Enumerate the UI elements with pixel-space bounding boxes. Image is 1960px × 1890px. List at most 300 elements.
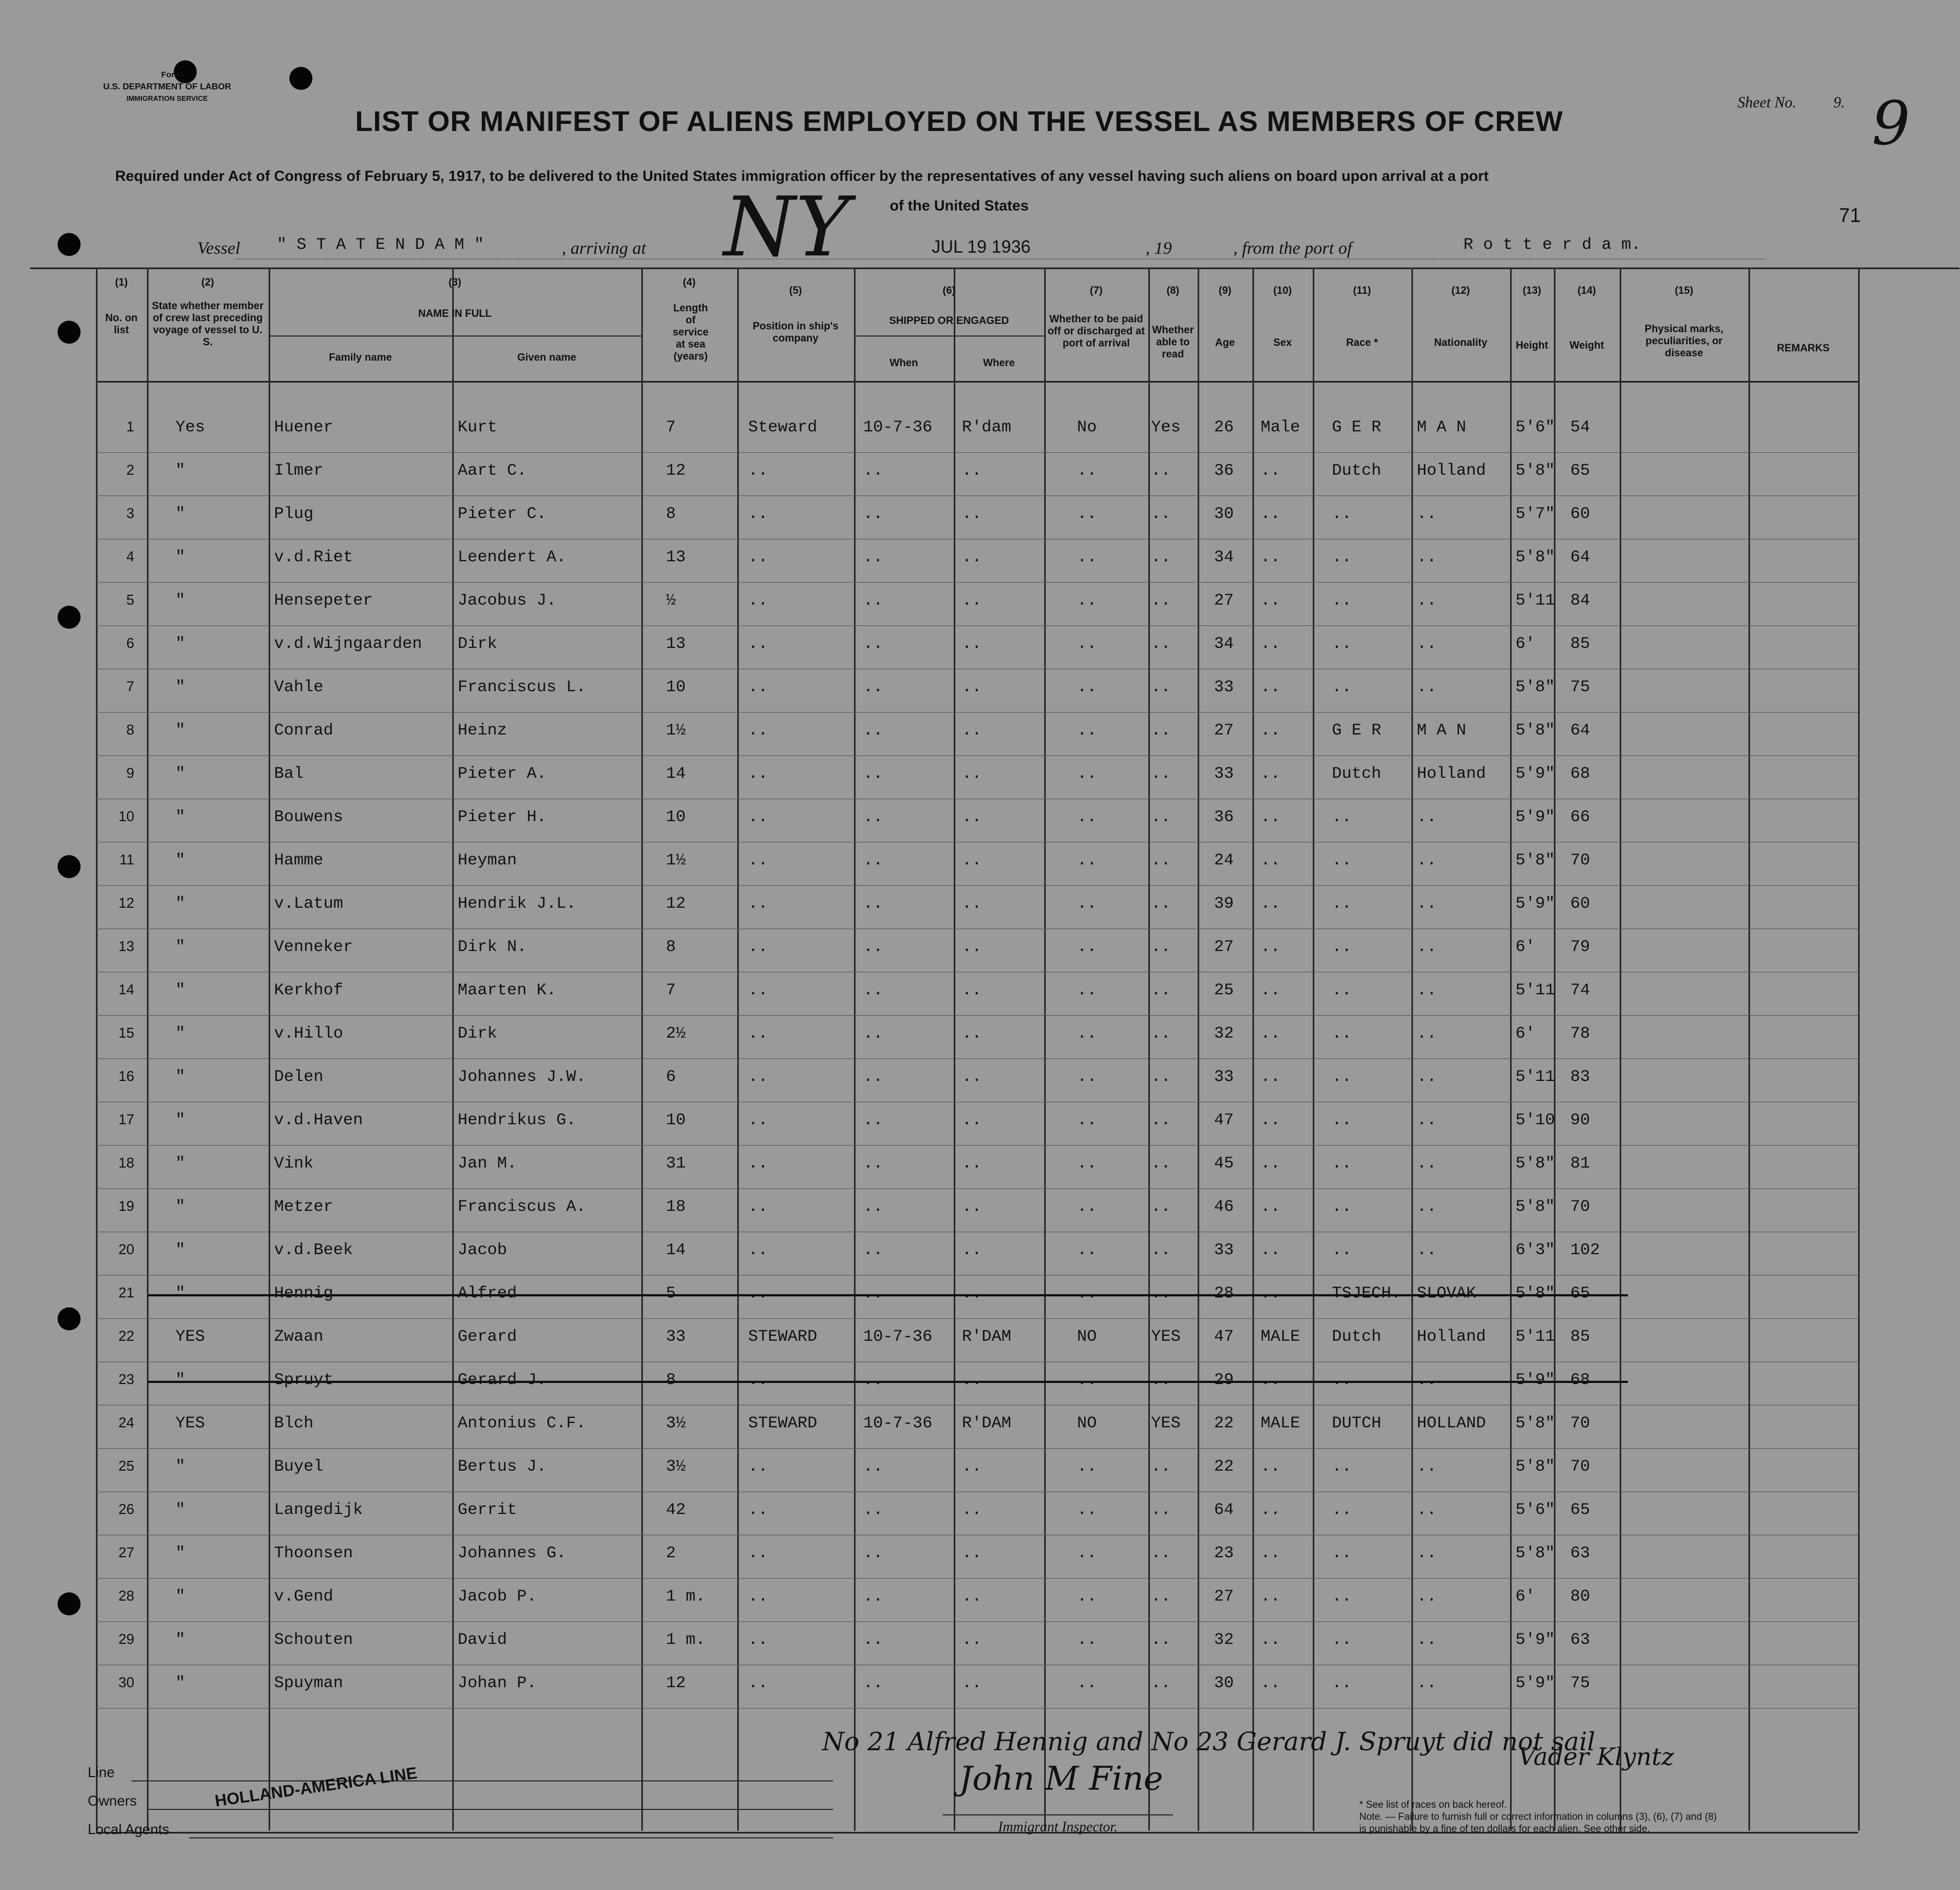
agents-stamp: HOLLAND-AMERICA LINE xyxy=(214,1764,419,1811)
race: .. xyxy=(1332,1501,1352,1519)
weight: 70 xyxy=(1570,1198,1591,1216)
position: .. xyxy=(748,1111,768,1130)
family-name: Vahle xyxy=(274,678,324,697)
crew-previous-voyage: " xyxy=(175,505,186,523)
nationality: .. xyxy=(1417,1241,1437,1260)
height: 6' xyxy=(1515,1024,1536,1043)
master-signature: Vader Klyntz xyxy=(1518,1743,1674,1771)
sex: .. xyxy=(1261,1068,1281,1086)
punch-hole xyxy=(58,855,81,878)
service-years: 2½ xyxy=(666,1024,686,1043)
given-name: Gerrit xyxy=(458,1501,517,1519)
sex: .. xyxy=(1261,1111,1281,1130)
col6-where-header: Where xyxy=(983,357,1015,369)
crew-previous-voyage: " xyxy=(175,895,186,913)
paid-off: .. xyxy=(1077,981,1097,1000)
weight: 79 xyxy=(1570,938,1591,957)
shipped-when: .. xyxy=(863,765,884,783)
given-name: Leendert A. xyxy=(458,548,567,567)
crew-previous-voyage: " xyxy=(175,635,186,653)
age: 36 xyxy=(1214,808,1234,827)
shipped-where: .. xyxy=(962,1068,982,1086)
race: .. xyxy=(1332,1544,1352,1563)
position: .. xyxy=(748,938,768,957)
weight: 75 xyxy=(1570,1674,1591,1693)
height: 5'6" xyxy=(1515,418,1556,437)
nationality: .. xyxy=(1417,851,1437,870)
age: 47 xyxy=(1214,1111,1234,1130)
family-name: Hensepeter xyxy=(274,591,373,610)
sheet-value: 9. xyxy=(1833,94,1845,111)
paid-off: .. xyxy=(1077,721,1097,740)
col2-header: State whether member of crew last preceding voyage of vessel to U. S. xyxy=(152,300,264,348)
service-years: 18 xyxy=(666,1198,686,1216)
strikethrough-line xyxy=(148,1381,1628,1383)
able-to-read: .. xyxy=(1151,1544,1171,1563)
sex: Male xyxy=(1261,418,1301,437)
crew-previous-voyage: " xyxy=(175,1371,186,1390)
position: STEWARD xyxy=(748,1328,818,1346)
col14-header: Weight xyxy=(1569,340,1604,351)
shipped-where: R'dam xyxy=(962,418,1012,437)
shipped-where: .. xyxy=(962,1154,982,1173)
age: 24 xyxy=(1214,851,1234,870)
shipped-when: .. xyxy=(863,678,884,697)
height: 5'8" xyxy=(1515,1284,1556,1303)
race: .. xyxy=(1332,1241,1352,1260)
crew-previous-voyage: YES xyxy=(175,1328,206,1346)
crew-previous-voyage: " xyxy=(175,548,186,567)
race: .. xyxy=(1332,1674,1352,1693)
given-name: Heyman xyxy=(458,851,517,870)
sex: .. xyxy=(1261,1674,1281,1693)
sex: .. xyxy=(1261,1544,1281,1563)
sex: .. xyxy=(1261,548,1281,567)
position: .. xyxy=(748,1458,768,1476)
shipped-when: .. xyxy=(863,938,884,957)
given-name: Johannes G. xyxy=(458,1544,567,1563)
col11-header: Race * xyxy=(1346,337,1378,349)
given-name: Heinz xyxy=(458,721,508,740)
family-name: v.d.Wijngaarden xyxy=(274,635,423,653)
given-name: Pieter C. xyxy=(458,505,547,523)
race: .. xyxy=(1332,1198,1352,1216)
sheet-label: Sheet No. xyxy=(1737,94,1797,111)
shipped-where: .. xyxy=(962,1631,982,1649)
shipped-where: .. xyxy=(962,765,982,783)
sex: .. xyxy=(1261,981,1281,1000)
race: .. xyxy=(1332,851,1352,870)
service-years: 10 xyxy=(666,1111,686,1130)
weight: 65 xyxy=(1570,1284,1591,1303)
crew-previous-voyage: " xyxy=(175,765,186,783)
crew-previous-voyage: " xyxy=(175,1501,186,1519)
nationality: .. xyxy=(1417,1674,1437,1693)
shipped-when: .. xyxy=(863,1241,884,1260)
shipped-where: .. xyxy=(962,548,982,567)
age: 25 xyxy=(1214,981,1234,1000)
weight: 70 xyxy=(1570,1414,1591,1433)
crew-previous-voyage: " xyxy=(175,462,186,480)
able-to-read: .. xyxy=(1151,808,1171,827)
able-to-read: .. xyxy=(1151,1241,1171,1260)
crew-previous-voyage: " xyxy=(175,1024,186,1043)
shipped-where: .. xyxy=(962,591,982,610)
given-name: Dirk N. xyxy=(458,938,527,957)
shipped-when: .. xyxy=(863,1501,884,1519)
from-label: , from the port of xyxy=(1233,238,1352,258)
height: 5'11 xyxy=(1515,1328,1556,1346)
race: .. xyxy=(1332,591,1352,610)
position: .. xyxy=(748,1284,768,1303)
sex: .. xyxy=(1261,1241,1281,1260)
weight: 102 xyxy=(1570,1241,1600,1260)
able-to-read: .. xyxy=(1151,1587,1171,1606)
weight: 65 xyxy=(1570,1501,1591,1519)
position: .. xyxy=(748,1154,768,1173)
crew-previous-voyage: " xyxy=(175,721,186,740)
given-name: Antonius C.F. xyxy=(458,1414,586,1433)
col9-number: (9) xyxy=(1218,285,1232,297)
sex: .. xyxy=(1261,591,1281,610)
weight: 60 xyxy=(1570,505,1591,523)
from-port-value: R o t t e r d a m. xyxy=(1463,236,1642,254)
shipped-when: .. xyxy=(863,721,884,740)
paid-off: .. xyxy=(1077,765,1097,783)
shipped-when: .. xyxy=(863,981,884,1000)
given-name: Hendrik J.L. xyxy=(458,895,577,913)
paid-off: NO xyxy=(1077,1328,1097,1346)
given-name: Aart C. xyxy=(458,462,527,480)
position: .. xyxy=(748,505,768,523)
age: 28 xyxy=(1214,1284,1234,1303)
weight: 80 xyxy=(1570,1587,1591,1606)
col13-number: (13) xyxy=(1523,285,1541,297)
shipped-where: .. xyxy=(962,1284,982,1303)
age: 47 xyxy=(1214,1328,1234,1346)
paid-off: NO xyxy=(1077,1414,1097,1433)
family-name: v.Latum xyxy=(274,895,344,913)
sex: .. xyxy=(1261,1501,1281,1519)
weight: 85 xyxy=(1570,635,1591,653)
shipped-when: .. xyxy=(863,1154,884,1173)
able-to-read: .. xyxy=(1151,1198,1171,1216)
crew-previous-voyage: " xyxy=(175,1674,186,1693)
shipped-where: .. xyxy=(962,1674,982,1693)
sex: MALE xyxy=(1261,1328,1301,1346)
family-name: Spruyt xyxy=(274,1371,334,1390)
family-name: Venneker xyxy=(274,938,354,957)
age: 32 xyxy=(1214,1631,1234,1649)
nationality: .. xyxy=(1417,591,1437,610)
race: .. xyxy=(1332,635,1352,653)
race: .. xyxy=(1332,1154,1352,1173)
sex: .. xyxy=(1261,1587,1281,1606)
paid-off: .. xyxy=(1077,505,1097,523)
col3-given-header: Given name xyxy=(517,352,577,363)
weight: 68 xyxy=(1570,765,1591,783)
position: .. xyxy=(748,765,768,783)
age: 27 xyxy=(1214,938,1234,957)
note-races: * See list of races on back hereof. xyxy=(1359,1799,1507,1810)
crew-previous-voyage: " xyxy=(175,851,186,870)
weight: 63 xyxy=(1570,1544,1591,1563)
strikethrough-line xyxy=(148,1294,1628,1296)
able-to-read: .. xyxy=(1151,1458,1171,1476)
height: 6' xyxy=(1515,1587,1536,1606)
crew-previous-voyage: " xyxy=(175,981,186,1000)
able-to-read: .. xyxy=(1151,678,1171,697)
crew-previous-voyage: " xyxy=(175,808,186,827)
family-name: Hamme xyxy=(274,851,324,870)
position: .. xyxy=(748,981,768,1000)
punch-hole xyxy=(289,67,312,90)
height: 5'8" xyxy=(1515,1414,1556,1433)
age: 22 xyxy=(1214,1458,1234,1476)
service-years: 12 xyxy=(666,895,686,913)
age: 46 xyxy=(1214,1198,1234,1216)
given-name: Maarten K. xyxy=(458,981,557,1000)
service-years: 1 m. xyxy=(666,1587,706,1606)
sex: .. xyxy=(1261,1024,1281,1043)
sex: .. xyxy=(1261,1371,1281,1390)
height: 5'9" xyxy=(1515,895,1556,913)
family-name: Hennig xyxy=(274,1284,334,1303)
height: 5'8" xyxy=(1515,548,1556,567)
service-years: 31 xyxy=(666,1154,686,1173)
service-years: 8 xyxy=(666,938,676,957)
able-to-read: .. xyxy=(1151,1501,1171,1519)
service-years: 3½ xyxy=(666,1414,686,1433)
age: 33 xyxy=(1214,1241,1234,1260)
shipped-where: R'DAM xyxy=(962,1414,1012,1433)
family-name: Schouten xyxy=(274,1631,354,1649)
shipped-where: .. xyxy=(962,1371,982,1390)
nationality: .. xyxy=(1417,505,1437,523)
shipped-when: .. xyxy=(863,1544,884,1563)
sex: .. xyxy=(1261,765,1281,783)
line-label: Line xyxy=(88,1764,115,1780)
shipped-when: .. xyxy=(863,1458,884,1476)
weight: 75 xyxy=(1570,678,1591,697)
col15-number: (15) xyxy=(1674,285,1694,297)
given-name: Bertus J. xyxy=(458,1458,547,1476)
position: .. xyxy=(748,1024,768,1043)
weight: 64 xyxy=(1570,548,1591,567)
punch-hole xyxy=(58,233,81,256)
nationality: Holland xyxy=(1417,462,1486,480)
race: .. xyxy=(1332,1458,1352,1476)
page-title: LIST OR MANIFEST OF ALIENS EMPLOYED ON THE VESSEL AS MEMBERS OF CREW xyxy=(355,106,1563,138)
crew-previous-voyage: " xyxy=(175,1631,186,1649)
able-to-read: .. xyxy=(1151,851,1171,870)
paid-off: .. xyxy=(1077,895,1097,913)
height: 5'8" xyxy=(1515,1154,1556,1173)
race: .. xyxy=(1332,1631,1352,1649)
height: 5'8" xyxy=(1515,721,1556,740)
family-name: Ilmer xyxy=(274,462,324,480)
height: 5'11 xyxy=(1515,1068,1556,1086)
sex: .. xyxy=(1261,721,1281,740)
nationality: .. xyxy=(1417,1587,1437,1606)
shipped-when: .. xyxy=(863,462,884,480)
position: .. xyxy=(748,1544,768,1563)
crew-previous-voyage: " xyxy=(175,678,186,697)
height: 5'11 xyxy=(1515,981,1556,1000)
punch-hole xyxy=(58,1307,81,1330)
service-years: 42 xyxy=(666,1501,686,1519)
service-years: 10 xyxy=(666,808,686,827)
race: .. xyxy=(1332,505,1352,523)
age: 30 xyxy=(1214,505,1234,523)
nationality: .. xyxy=(1417,1154,1437,1173)
position: .. xyxy=(748,1631,768,1649)
height: 5'8" xyxy=(1515,678,1556,697)
given-name: Jacob xyxy=(458,1241,508,1260)
nationality: .. xyxy=(1417,1458,1437,1476)
race: Dutch xyxy=(1332,1328,1382,1346)
shipped-where: .. xyxy=(962,808,982,827)
position: .. xyxy=(748,548,768,567)
position: .. xyxy=(748,1241,768,1260)
service-years: 7 xyxy=(666,981,676,1000)
nationality: Holland xyxy=(1417,1328,1486,1346)
paid-off: .. xyxy=(1077,1458,1097,1476)
height: 6' xyxy=(1515,938,1536,957)
race: .. xyxy=(1332,895,1352,913)
arriving-value: NY xyxy=(723,180,850,275)
weight: 70 xyxy=(1570,851,1591,870)
given-name: Jacobus J. xyxy=(458,591,557,610)
service: IMMIGRATION SERVICE xyxy=(126,94,208,103)
nationality: .. xyxy=(1417,548,1437,567)
shipped-when: .. xyxy=(863,851,884,870)
age: 34 xyxy=(1214,635,1234,653)
able-to-read: .. xyxy=(1151,1154,1171,1173)
position: .. xyxy=(748,678,768,697)
weight: 84 xyxy=(1570,591,1591,610)
sex: .. xyxy=(1261,1631,1281,1649)
crew-previous-voyage: " xyxy=(175,1544,186,1563)
able-to-read: .. xyxy=(1151,548,1171,567)
nationality: M A N xyxy=(1417,418,1467,437)
inspector-signature: John M Fine xyxy=(959,1760,1164,1798)
year-label: , 19 xyxy=(1146,238,1172,258)
arriving-label: , arriving at xyxy=(562,238,646,258)
col12-number: (12) xyxy=(1451,285,1470,297)
age: 22 xyxy=(1214,1414,1234,1433)
family-name: v.Gend xyxy=(274,1587,334,1606)
shipped-where: .. xyxy=(962,851,982,870)
age: 39 xyxy=(1214,895,1234,913)
punch-hole xyxy=(58,606,81,629)
family-name: v.d.Riet xyxy=(274,548,354,567)
age: 36 xyxy=(1214,462,1234,480)
family-name: Plug xyxy=(274,505,314,523)
shipped-when: .. xyxy=(863,1111,884,1130)
service-years: 1½ xyxy=(666,721,686,740)
nationality: HOLLAND xyxy=(1417,1414,1486,1433)
service-years: 5 xyxy=(666,1284,676,1303)
family-name: v.Hillo xyxy=(274,1024,344,1043)
weight: 63 xyxy=(1570,1631,1591,1649)
col3-family-header: Family name xyxy=(328,352,392,363)
age: 27 xyxy=(1214,1587,1234,1606)
note-fine-2: is punishable by a fine of ten dollars for each alien. See other side. xyxy=(1359,1823,1650,1834)
able-to-read: YES xyxy=(1151,1328,1181,1346)
shipped-where: .. xyxy=(962,721,982,740)
sex: .. xyxy=(1261,678,1281,697)
shipped-when: .. xyxy=(863,591,884,610)
given-name: Dirk xyxy=(458,1024,498,1043)
given-name: Hendrikus G. xyxy=(458,1111,577,1130)
nationality: .. xyxy=(1417,678,1437,697)
inspector-label: Immigrant Inspector. xyxy=(998,1819,1118,1835)
col10-number: (10) xyxy=(1273,285,1292,297)
service-years: 13 xyxy=(666,548,686,567)
able-to-read: .. xyxy=(1151,1024,1171,1043)
able-to-read: .. xyxy=(1151,721,1171,740)
able-to-read: Yes xyxy=(1151,418,1181,437)
service-years: 13 xyxy=(666,635,686,653)
paid-off: .. xyxy=(1077,1198,1097,1216)
shipped-when: .. xyxy=(863,895,884,913)
weight: 54 xyxy=(1570,418,1591,437)
shipped-where: .. xyxy=(962,1024,982,1043)
col1-number: (1) xyxy=(115,277,128,288)
service-years: 12 xyxy=(666,462,686,480)
nationality: .. xyxy=(1417,1544,1437,1563)
corner-number: 71 xyxy=(1839,204,1861,226)
position: .. xyxy=(748,808,768,827)
age: 64 xyxy=(1214,1501,1234,1519)
paid-off: .. xyxy=(1077,1154,1097,1173)
paid-off: .. xyxy=(1077,1674,1097,1693)
col6-when-header: When xyxy=(890,357,918,369)
col8-number: (8) xyxy=(1166,285,1180,297)
crew-previous-voyage: " xyxy=(175,938,186,957)
service-years: 2 xyxy=(666,1544,676,1563)
paid-off: .. xyxy=(1077,548,1097,567)
vessel-label: Vessel xyxy=(197,238,241,258)
family-name: Vink xyxy=(274,1154,314,1173)
age: 27 xyxy=(1214,721,1234,740)
position: .. xyxy=(748,635,768,653)
height: 5'10 xyxy=(1515,1111,1556,1130)
race: .. xyxy=(1332,981,1352,1000)
sex: .. xyxy=(1261,635,1281,653)
shipped-when: .. xyxy=(863,1371,884,1390)
given-name: Gerard J. xyxy=(458,1371,547,1390)
service-years: 6 xyxy=(666,1068,676,1086)
paid-off: .. xyxy=(1077,808,1097,827)
given-name: Alfred xyxy=(458,1284,517,1303)
family-name: Buyel xyxy=(274,1458,324,1476)
handwritten-note: No 21 Alfred Hennig and No 23 Gerard J. Spruyt did not sail xyxy=(822,1727,1596,1756)
height: 5'9" xyxy=(1515,808,1556,827)
position: .. xyxy=(748,591,768,610)
paid-off: .. xyxy=(1077,1501,1097,1519)
weight: 90 xyxy=(1570,1111,1591,1130)
paid-off: .. xyxy=(1077,462,1097,480)
col11-number: (11) xyxy=(1353,285,1371,297)
crew-previous-voyage: " xyxy=(175,1111,186,1130)
able-to-read: .. xyxy=(1151,1631,1171,1649)
position: STEWARD xyxy=(748,1414,818,1433)
race: .. xyxy=(1332,548,1352,567)
shipped-where: .. xyxy=(962,1198,982,1216)
age: 26 xyxy=(1214,418,1234,437)
